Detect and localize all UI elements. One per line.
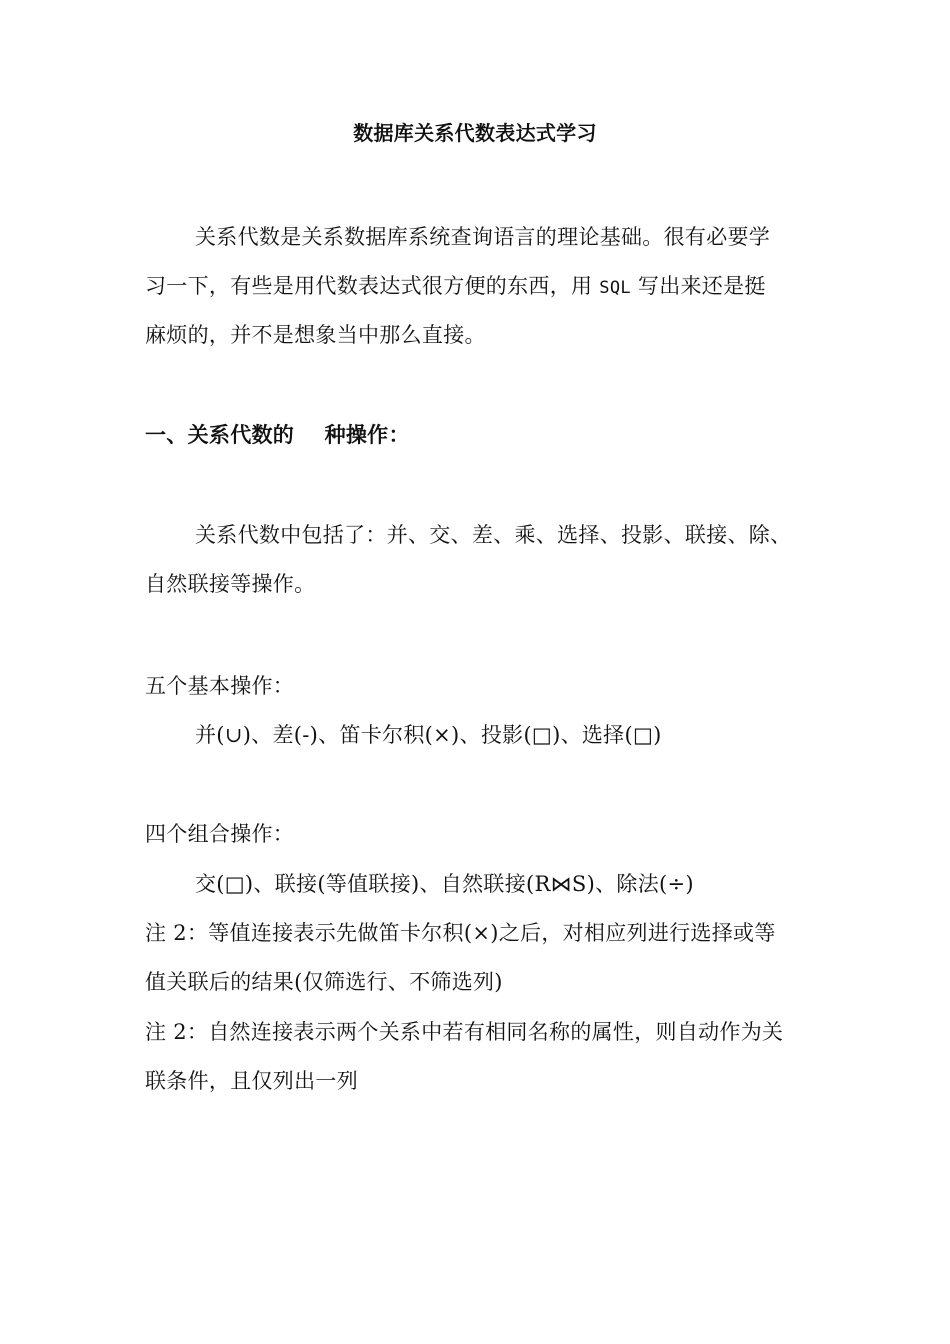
basic-ops-list: 并(∪)、差(-)、笛卡尔积(×)、投影(□)、选择(□) xyxy=(195,723,662,747)
composite-ops-heading: 四个组合操作： xyxy=(145,822,295,846)
section-paragraph-line-1: 关系代数中包括了：并、交、差、乘、选择、投影、联接、除、 xyxy=(195,523,792,547)
intro-line-1: 关系代数是关系数据库系统查询语言的理论基础。很有必要学 xyxy=(195,225,771,249)
note-2-line-1: 注 2：自然连接表示两个关系中若有相同名称的属性，则自动作为关 xyxy=(145,1020,784,1044)
page-title: 数据库关系代数表达式学习 xyxy=(353,121,597,145)
basic-ops-heading: 五个基本操作： xyxy=(145,674,295,698)
intro-line-2-text-a: 习一下，有些是用代数表达式很方便的东西，用 xyxy=(145,274,593,298)
intro-line-2-text-b: 写出来还是挺 xyxy=(637,274,766,298)
section-paragraph-line-2: 自然联接等操作。 xyxy=(145,572,316,596)
intro-line-3: 麻烦的，并不是想象当中那么直接。 xyxy=(145,323,486,347)
composite-ops-list: 交(□)、联接(等值联接)、自然联接(R⋈S)、除法(÷) xyxy=(195,872,694,896)
note-2-line-2: 联条件，且仅列出一列 xyxy=(145,1069,358,1093)
section-heading-part-a: 一、关系代数的 xyxy=(145,422,295,447)
sql-term: SQL xyxy=(599,278,631,298)
note-1-line-2: 值关联后的结果(仅筛选行、不筛选列) xyxy=(145,970,503,994)
intro-line-2 xyxy=(145,271,766,303)
section-heading-part-b: 种操作： xyxy=(324,422,410,447)
section-heading xyxy=(145,420,410,450)
note-1-line-1: 注 2：等值连接表示先做笛卡尔积(×)之后，对相应列进行选择或等 xyxy=(145,921,776,945)
